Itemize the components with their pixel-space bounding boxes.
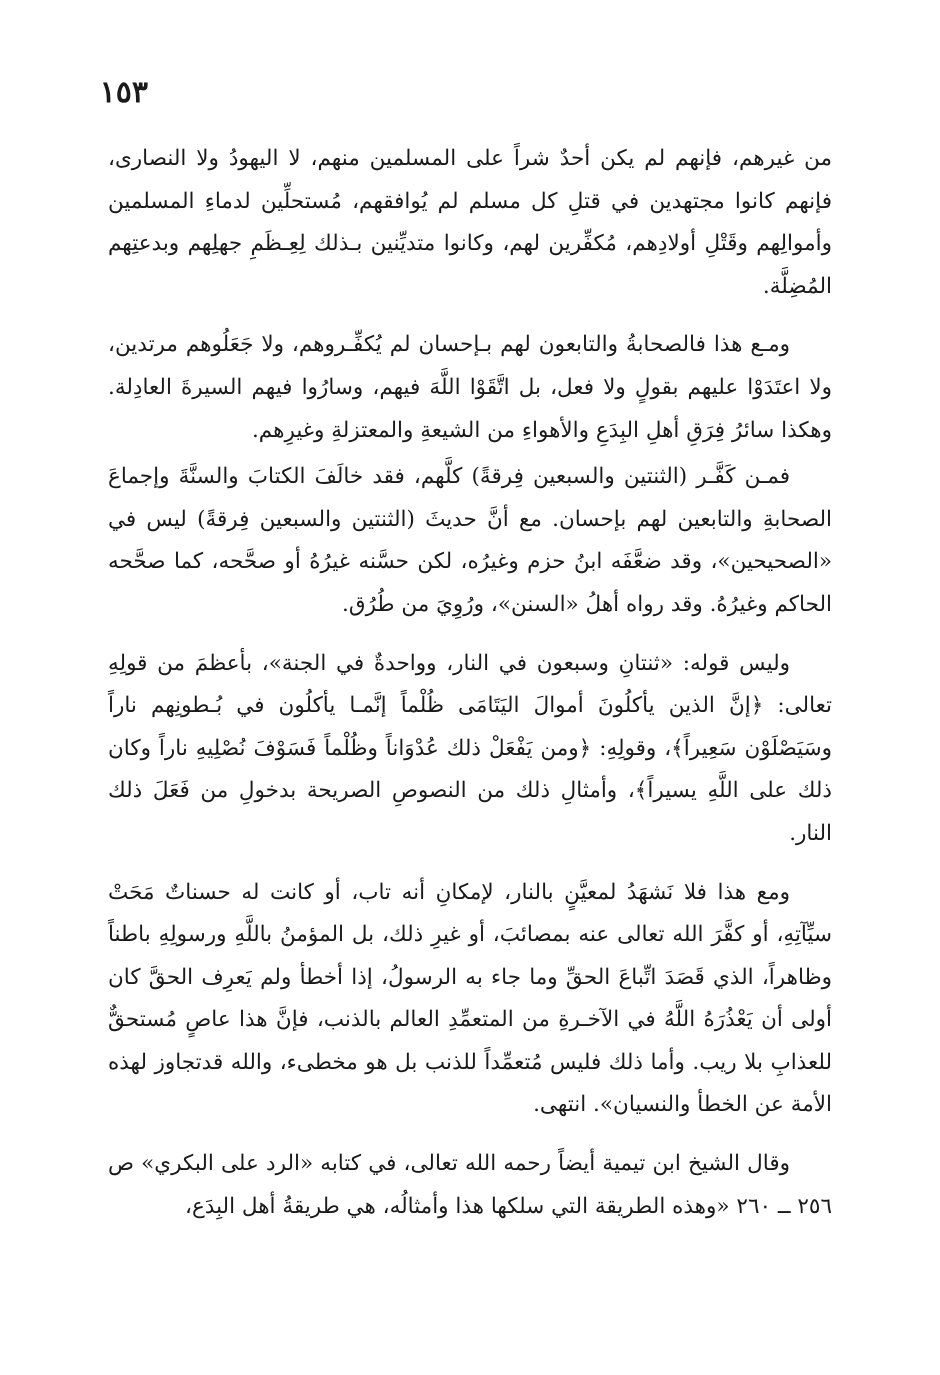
paragraph-2: ومـع هذا فالصحابةُ والتابعون لهم بـإحسان لم يُكفِّـروهم، ولا جَعَلُوهم مرتدين، ولا اعتَدَوْا عليهم بقولٍ ولا فعل، بل اتَّقَوْا اللَّهَ فيهم، وسارُوا فيهم السيرةَ العادِلة. وهكذا سائرُ فِرَقِ أهلِ البِدَعِ والأهواءِ من الشيعةِ والمعتزلةِ وغيرِهم. <box>108 332 832 443</box>
page-number: ١٥٣ <box>99 75 148 110</box>
paragraph-1: من غيرهم، فإنهم لم يكن أحدٌ شراً على المسلمين منهم، لا اليهودُ ولا النصارى، فإنهم كانوا مجتهدين في قتلِ كل مسلم لم يُوافقهم، مُستحلِّين لدماءِ المسلمين وأموالِهم وقَتْلِ أولادِهم، مُكفِّرين لهم، وكانوا متديِّنين بـذلك لِعِـظَمِ جهلِهم وبدعتِهم المُضِلَّة. <box>108 146 832 299</box>
paragraph-4: وليس قوله: «ثنتانِ وسبعون في النار، وواحدةٌ في الجنة»، بأعظمَ من قولِهِ تعالى: ﴿إنَّ الذين يأكلُونَ أموالَ اليَتَامَى ظُلْماً إنَّمـا يأكلُون في بُـطونِهم ناراً وسَيَصْلَوْن سَعِيراً﴾، وقولِهِ: ﴿ومن يَفْعَلْ ذلك عُدْوَاناً وظُلْماً فَسَوْفَ نُصْلِيهِ ناراً وكان ذلك على اللَّهِ يسيراً﴾، وأمثالِ ذلك من النصوصِ الصريحة بدخولِ من فَعَلَ ذلك النار. <box>108 650 833 846</box>
paragraph-3: فمـن كَفَّـر (الثنتين والسبعين فِرقةً) كلَّهم، فقد خالَفَ الكتابَ والسنَّةَ وإجماعَ الصحابةِ والتابعين لهم بإحسان. مع أنَّ حديثَ (الثنتين والسبعين فِرقةً) ليس في «الصحيحين»، وقد ضعَّفَه ابنُ حزم وغيرُه، لكن حسَّنه غيرُهُ أو صحَّحه، كما صحَّحه الحاكم وغيرُهُ. وقد رواه أهلُ «السنن»، ورُوِيَ من طُرُق. <box>108 464 832 617</box>
body-text <box>108 138 832 1228</box>
paragraph-5: ومع هذا فلا نَشهَدُ لمعيَّنٍ بالنار، لإمكانِ أنه تاب، أو كانت له حسناتٌ مَحَتْ سيِّآتِهِ، أو كفَّرَ الله تعالى عنه بمصائبَ، أو غيرِ ذلك، بل المؤمنُ باللَّهِ ورسولِهِ باطناً وظاهراً، الذي قَصَدَ اتِّباعَ الحقِّ وما جاء به الرسولُ، إذا أخطأ ولم يَعرِف الحقَّ كان أولى أن يَعْذُرَهُ اللَّهُ في الآخـرةِ من المتعمِّدِ العالم بالذنب، فإنَّ هذا عاصٍ مُستحقٌّ للعذابِ بلا ريب. وأما ذلك فليس مُتعمِّداً للذنب بل هو مخطىء، والله قدتجاوز لهذه الأمة عن الخطأ والنسيان». انتهى. <box>108 879 832 1118</box>
paragraph-6: وقال الشيخ ابن تيمية أيضاً رحمه الله تعالى، في كتابه «الرد على البكري» ص ٢٥٦ ــ ٢٦٠ «وهذه الطريقة التي سلكها هذا وأمثالُه، هي طريقةُ أهل البِدَع، <box>108 1151 832 1219</box>
